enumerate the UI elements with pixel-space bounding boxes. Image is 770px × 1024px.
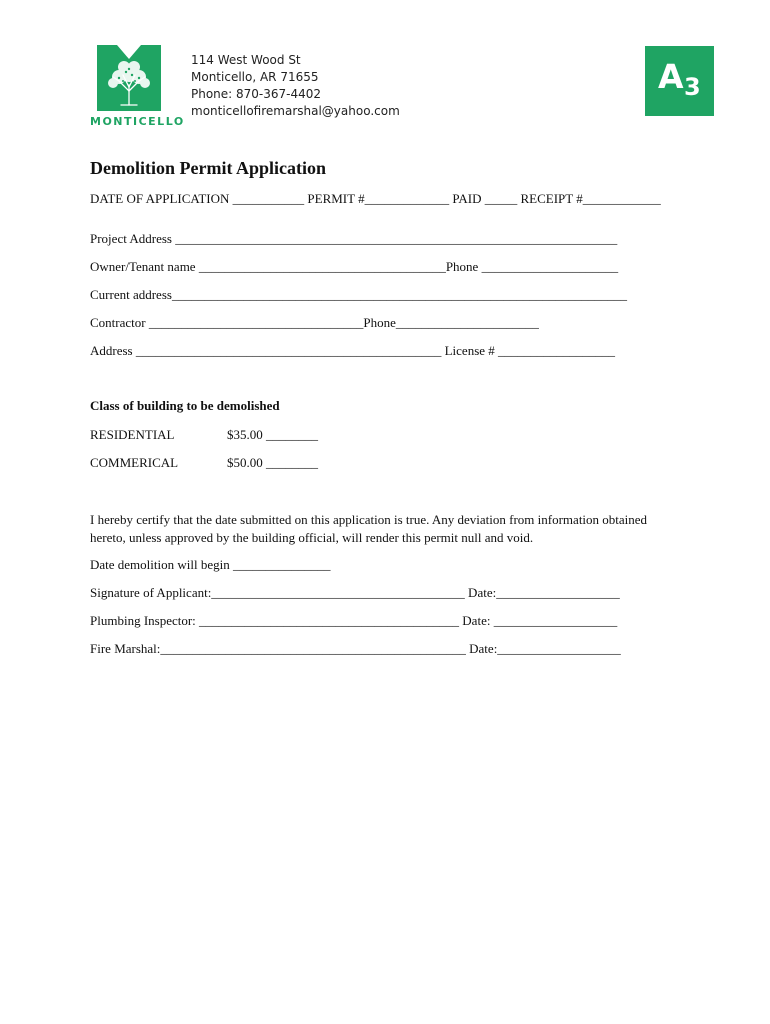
- demolition-begin-date-text: Date demolition will begin _______________: [90, 557, 331, 572]
- project-address-text: Project Address ____________________________________________________________________: [90, 231, 618, 246]
- monticello-logo: [90, 45, 185, 129]
- certification-paragraph: I hereby certify that the date submitted on this application is true. Any deviation from information obtained hereto, unless approved by the building official, will render this permit null and void.: [90, 512, 648, 545]
- email-address: monticellofiremarshal@yahoo.com: [191, 104, 400, 118]
- contractor-field[interactable]: [90, 315, 539, 331]
- project-address-field[interactable]: [90, 231, 617, 247]
- owner-tenant-text: Owner/Tenant name ______________________________________Phone _____________________: [90, 259, 619, 274]
- form-title: Demolition Permit Application: [90, 158, 326, 178]
- fire-marshal-field[interactable]: [90, 641, 621, 657]
- badge-letter: A: [658, 57, 684, 96]
- city-state-zip: Monticello, AR 71655: [191, 70, 319, 84]
- class-heading: Class of building to be demolished: [90, 398, 280, 413]
- contact-block: [191, 52, 400, 120]
- tree-logo-icon: [97, 45, 161, 111]
- address-license-text: Address _______________________________________________ License # __________________: [90, 343, 616, 358]
- current-address-field[interactable]: [90, 287, 627, 303]
- applicant-signature-text: Signature of Applicant:_______________________________________ Date:___________________: [90, 585, 620, 600]
- plumbing-inspector-field[interactable]: [90, 613, 617, 629]
- phone-number: Phone: 870-367-4402: [191, 87, 322, 101]
- owner-tenant-field[interactable]: [90, 259, 618, 275]
- applicant-signature-field[interactable]: [90, 585, 620, 601]
- logo-text: MONTICELLO: [90, 115, 185, 128]
- application-info-text: DATE OF APPLICATION ___________ PERMIT #_____________ PAID _____ RECEIPT #____________: [90, 191, 661, 206]
- current-address-text: Current address______________________________________________________________________: [90, 287, 627, 302]
- class-commercial-label: COMMERICAL: [90, 455, 179, 470]
- class-residential-fee[interactable]: $35.00 ________: [227, 427, 318, 442]
- class-residential-label: RESIDENTIAL: [90, 427, 175, 442]
- street-address: 114 West Wood St: [191, 53, 301, 67]
- fire-marshal-text: Fire Marshal:_______________________________________________ Date:___________________: [90, 641, 621, 656]
- plumbing-inspector-text: Plumbing Inspector: ________________________________________ Date: ___________________: [90, 613, 618, 628]
- application-info-line: [90, 191, 661, 207]
- demolition-begin-date-field[interactable]: [90, 557, 330, 573]
- address-license-field[interactable]: [90, 343, 615, 359]
- class-commercial-fee[interactable]: $50.00 ________: [227, 455, 318, 470]
- contractor-text: Contractor _________________________________Phone______________________: [90, 315, 539, 330]
- form-code-badge: [645, 46, 714, 116]
- badge-number: 3: [684, 73, 701, 101]
